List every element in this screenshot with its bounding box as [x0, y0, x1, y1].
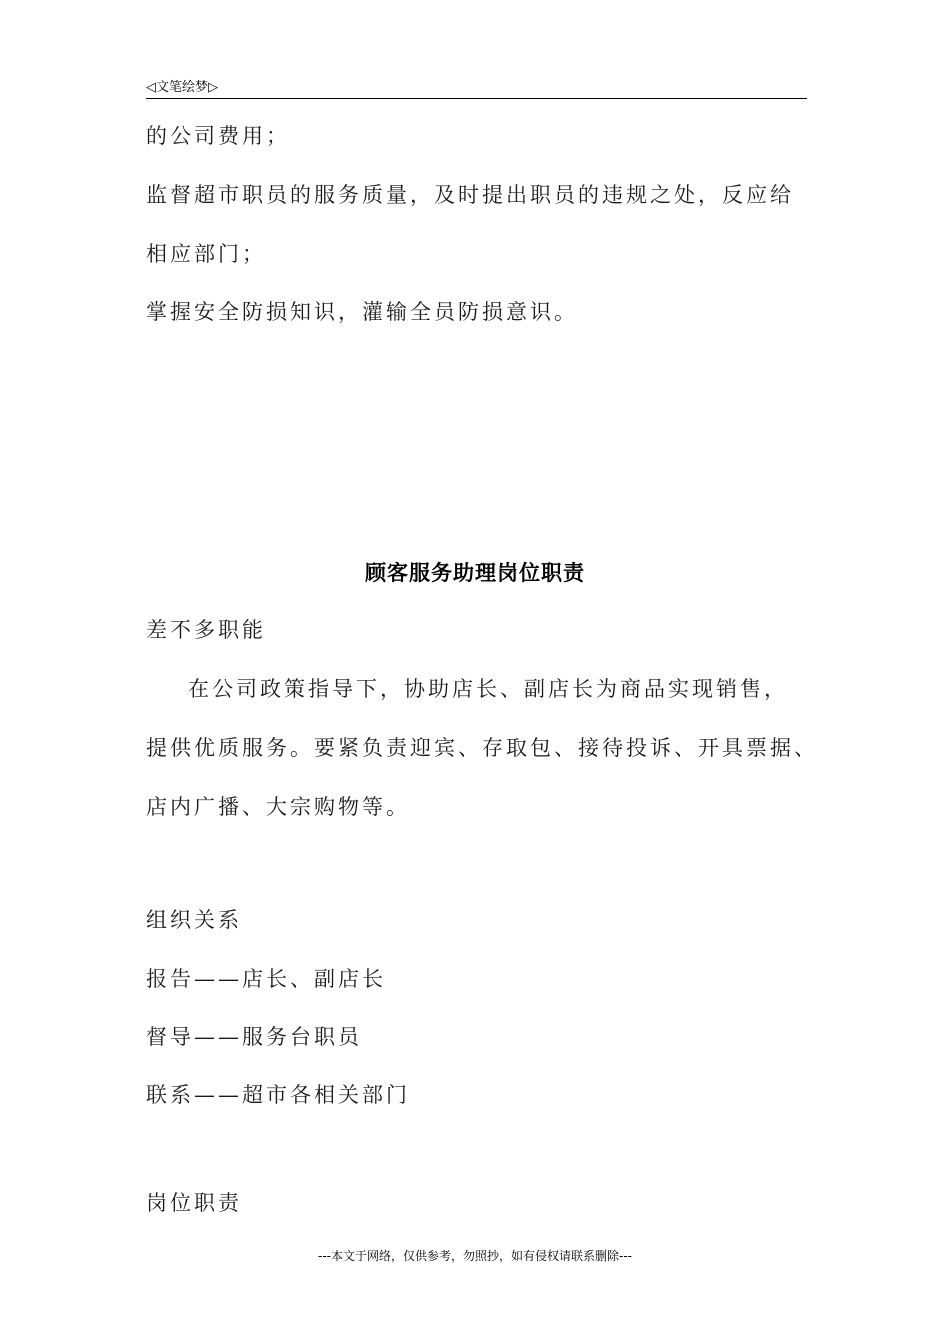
body-line-2: 监督超市职员的服务质量，及时提出职员的违规之处，反应给: [146, 183, 794, 207]
org-item-contact: 联系——超市各相关部门: [146, 1083, 410, 1107]
page-footer: ---本文于网络，仅供参考，勿照抄，如有侵权请联系删除---: [318, 1249, 632, 1263]
basic-function-heading: 差不多职能: [146, 618, 266, 642]
org-item-supervise: 督导——服务台职员: [146, 1025, 362, 1049]
section-title: 顾客服务助理岗位职责: [365, 560, 585, 585]
duty-heading: 岗位职责: [146, 1191, 242, 1215]
org-item-report: 报告——店长、副店长: [146, 967, 386, 991]
paragraph-line-3: 店内广播、大宗购物等。: [146, 795, 410, 819]
org-relation-heading: 组织关系: [146, 908, 242, 932]
page-header: [146, 74, 807, 99]
body-line-3: 相应部门；: [146, 242, 266, 266]
paragraph-line-1: 在公司政策指导下，协助店长、副店长为商品实现销售，: [188, 677, 788, 701]
paragraph-line-2: 提供优质服务。要紧负责迎宾、存取包、接待投诉、开具票据、: [146, 736, 818, 760]
header-text: ◁文笔绘梦▷: [146, 80, 218, 95]
body-line-1: 的公司费用；: [146, 124, 290, 148]
body-line-4: 掌握安全防损知识，灌输全员防损意识。: [146, 300, 578, 324]
